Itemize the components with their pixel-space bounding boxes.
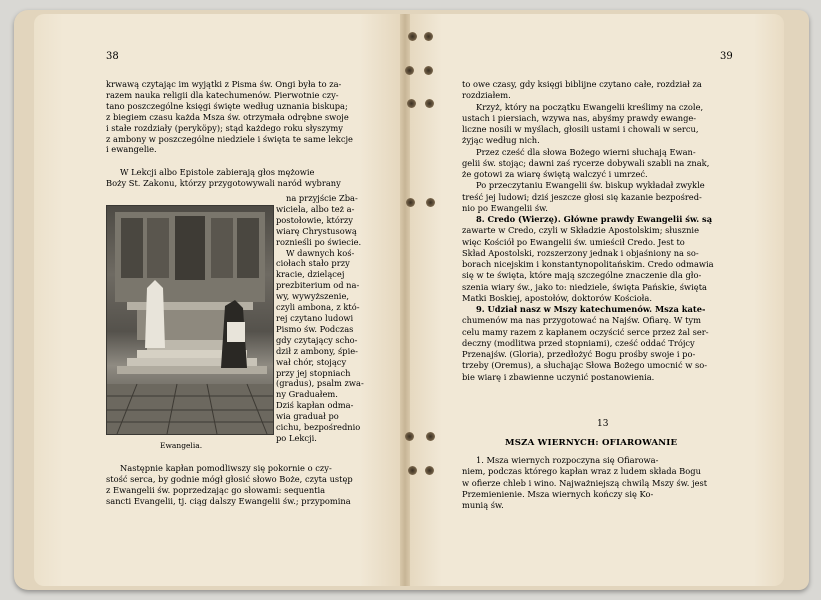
text-line: nio po Ewangelii św. [462, 202, 548, 213]
text-line: Dziś kapłan odma- [276, 400, 354, 411]
text-line: wiarę Chrystusową [276, 225, 357, 236]
beside-photo-text [276, 193, 364, 444]
binding-hole-icon [426, 432, 435, 441]
text-line: Po przeczytaniu Ewangelii św. biskup wykładał zwykle [476, 180, 705, 191]
text-line: ciołach stało przy [276, 258, 350, 269]
text-line: wia graduał po [276, 411, 339, 422]
text-line: żyjąc według nich. [462, 135, 540, 146]
text-line: Przemienienie. Msza wiernych kończy się Ko- [462, 488, 654, 499]
text-line: gelii św. stojąc; dawni zaś rycerze dobywali szabli na znak, [462, 157, 710, 168]
text-line: chumenów ma nas przygotować na Najśw. Ofiarę. W tym [462, 315, 701, 326]
page-number-right: 39 [720, 51, 733, 62]
text-line: ustach i piersiach, wzywa nas, abyśmy prawdy ewange- [462, 112, 697, 123]
binding-hole-icon [424, 66, 433, 75]
text-line: W Lekcji albo Epistole zabierają głos mężowie [120, 167, 315, 177]
binding-hole-icon [425, 466, 434, 475]
text-line: ny Graduałem. [276, 389, 338, 400]
right-bottom-text [462, 455, 734, 511]
text-line: deczny (modlitwa przed stopniami), cześć oddać Trójcy [462, 337, 695, 348]
text-line: trzeby (Oremus), a słuchając Słowa Bożego umocnić w so- [462, 360, 708, 371]
text-line: się w te święta, które mają szczególne znaczenie dla gło- [462, 270, 702, 281]
binding-hole-icon [425, 99, 434, 108]
text-line: Boży St. Zakonu, którzy przygotowywali naród wybrany [106, 177, 341, 188]
altar-photograph [106, 205, 274, 435]
right-main-text [462, 79, 734, 383]
text-line: czyli ambona, z któ- [276, 302, 360, 313]
text-line: zawarte w Credo, czyli w Składzie Apostolskim; słusznie [462, 225, 699, 236]
text-line: postołowie, którzy [276, 214, 353, 225]
text-line: munią św. [462, 500, 504, 510]
text-line: Matki Boskiej, apostołów, doktorów Kościoła. [462, 292, 652, 303]
text-line: rej czytano ludowi [276, 312, 354, 323]
photo-caption: Ewangelia. [160, 441, 203, 450]
text-line: liczne nosili w myślach, głosili ustami i chowali w sercu, [462, 124, 699, 134]
text-line: rozdziałem. [462, 90, 511, 101]
text-line: bie wiarę i zbawienne uczynić postanowienia. [462, 371, 655, 382]
text-line: treść jej ludowi; dziś jeszcze głosi się kazanie bezpośred- [462, 191, 702, 202]
text-line: prezbiterium od na- [276, 280, 360, 291]
binding-hole-icon [408, 32, 417, 41]
text-line: stość serca, by godnie mógł głosić słowo Boże, czyta ustęp [106, 473, 353, 484]
text-line: z ambony w poszczególne niedziele i święta te same lekcje [106, 133, 353, 144]
text-line: W dawnych koś- [286, 247, 355, 258]
text-line: borach nicejskim i konstantynopolitańskim. Credo odmawia [462, 259, 714, 269]
text-line: Pismo św. Podczas [276, 323, 354, 334]
text-line: celu mamy razem z kapłanem oczyścić serce przez żal ser- [462, 326, 709, 337]
text-line: z biegiem czasu każda Msza św. otrzymała odrębne swoje [106, 111, 349, 122]
binding-hole-icon [408, 466, 417, 475]
text-line: Następnie kapłan pomodliwszy się pokornie o czy- [120, 463, 332, 473]
text-line: roznieśli po świecie. [276, 236, 362, 247]
text-line: 1. Msza wiernych rozpoczyna się Ofiarowa- [476, 455, 659, 465]
text-line: wy, wywyższenie, [276, 291, 349, 302]
section-heading-credo: 8. Credo (Wierzę). Główne prawdy Ewangelii św. są [476, 214, 713, 224]
text-line: w ofierze chleb i wino. Najważniejszą chwilą Mszy św. jest [462, 477, 708, 488]
text-line: wał chór, stojący [276, 356, 347, 367]
text-line: Przez cześć dla słowa Bożego wierni słuchają Ewan- [476, 146, 696, 157]
text-line: to owe czasy, gdy księgi biblijne czytano całe, rozdział za [462, 79, 702, 89]
binding-hole-icon [405, 66, 414, 75]
text-line: krwawą czytając im wyjątki z Pisma św. Ongi była to za- [106, 79, 342, 89]
section-heading-udzial: 9. Udział nasz w Mszy katechumenów. Msza kate- [476, 304, 706, 314]
left-bottom-text [106, 463, 366, 507]
text-line: z Ewangelii św. poprzedzając go słowami: sequentia [106, 484, 326, 495]
text-line: cichu, bezpośrednio [276, 422, 361, 433]
text-line: razem nauka religii dla katechumenów. Pierwotnie czy- [106, 89, 339, 100]
chapter-number: 13 [597, 419, 609, 429]
text-line: na przyjście Zba- [286, 193, 358, 203]
binding-hole-icon [426, 198, 435, 207]
text-line: tano poszczególne księgi święte według uznania biskupa; [106, 100, 348, 111]
binding-hole-icon [405, 432, 414, 441]
text-line: przy jej stopniach [276, 367, 351, 378]
text-line: Krzyż, który na początku Ewangelii kreślimy na czole, [476, 101, 704, 112]
text-line: szenia wiary św., jako to: niedziele, święta Pańskie, święta [462, 281, 708, 292]
binding-hole-icon [406, 198, 415, 207]
text-line: Przenajśw. (Gloria), przedłożyć Bogu prośby swoje i po- [462, 349, 696, 359]
page-number-left: 38 [106, 51, 119, 62]
text-line: wiciela, albo też a- [276, 203, 355, 214]
text-line: po Lekcji. [276, 432, 317, 443]
text-line: Skład Apostolski, rozszerzony jednak i objaśniony na so- [462, 247, 699, 258]
text-line: i ewangelie. [106, 144, 157, 155]
text-line: kracie, dzielącej [276, 269, 345, 280]
text-line: gdy czytający scho- [276, 334, 358, 345]
altar-scene-icon [107, 206, 273, 434]
text-line: (gradus), psalm zwa- [276, 378, 364, 389]
lekcja-paragraph [106, 167, 366, 189]
left-top-text [106, 79, 366, 155]
text-line: więc Kościół po Ewangelii św. umieścił Credo. Jest to [462, 236, 685, 247]
text-line: niem, podczas którego kapłan wraz z ludem składa Bogu [462, 466, 701, 477]
binding-hole-icon [424, 32, 433, 41]
binding-hole-icon [407, 99, 416, 108]
text-line: i stałe rozdziały (peryköpy); stąd każdego roku słyszymy [106, 122, 343, 133]
text-line: sancti Evangelii, tj. ciąg dalszy Ewangelii św.; przypomina [106, 495, 351, 506]
text-line: że gotowi za wiarę świętą walczyć i umrzeć. [462, 169, 648, 179]
text-line: dził z ambony, śpie- [276, 345, 358, 356]
chapter-heading: MSZA WIERNYCH: OFIAROWANIE [505, 438, 678, 448]
